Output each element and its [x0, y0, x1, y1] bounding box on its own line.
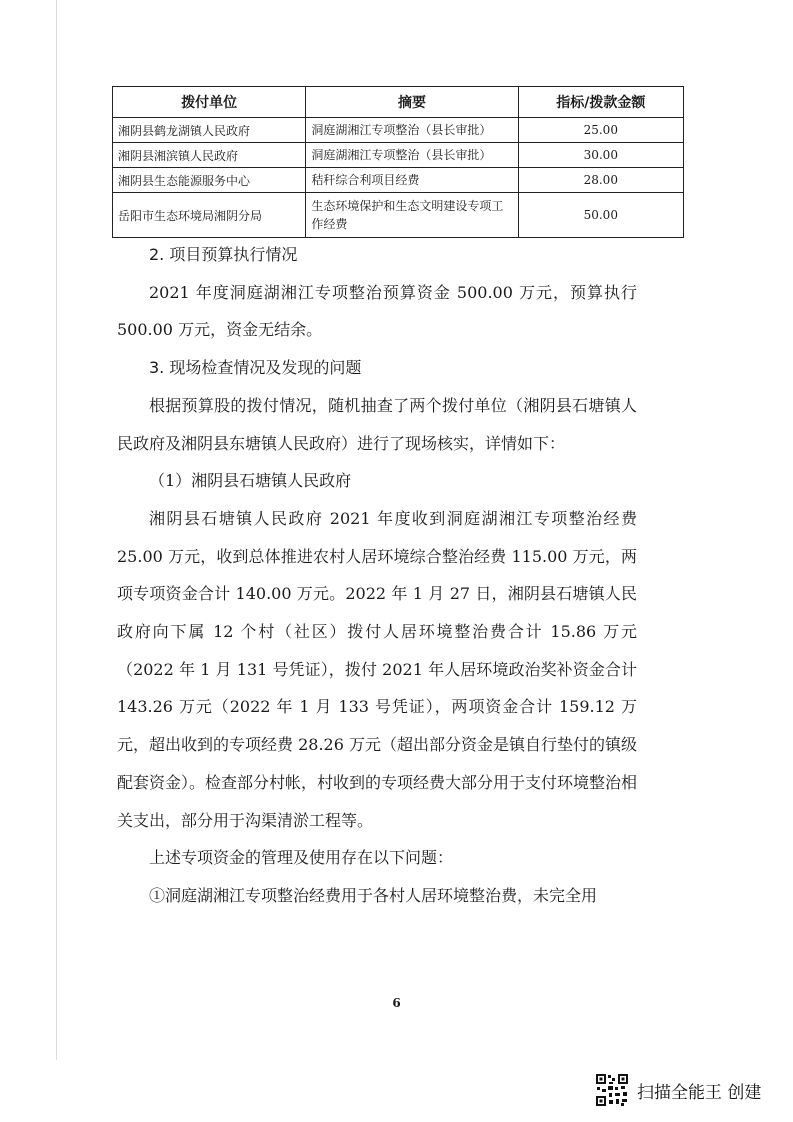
- cell-unit: 岳阳市生态环境局湘阴分局: [113, 193, 306, 238]
- header-amount: 指标/拨款金额: [518, 87, 683, 118]
- scanner-watermark: [595, 1070, 761, 1110]
- paragraph: 上述专项资金的管理及使用存在以下问题：: [149, 848, 454, 868]
- page-edge-line: [56, 0, 57, 1060]
- watermark-text: 扫描全能王 创建: [637, 1082, 762, 1103]
- cell-summary: 秸秆综合利项目经费: [306, 168, 518, 193]
- table-row: [113, 118, 684, 143]
- paragraph: 根据预算股的拨付情况，随机抽查了两个拨付单位（湘阴县石塘镇人民政府及湘阴县东塘镇人民政府）进行了现场核实，详情如下：: [117, 395, 637, 453]
- header-unit: 拨付单位: [113, 87, 306, 118]
- paragraph: ①洞庭湖湘江专项整治经费用于各村人居环境整治费，未完全用: [149, 885, 598, 905]
- cell-summary: 洞庭湖湘江专项整治（县长审批）: [306, 143, 518, 168]
- cell-summary: 生态环境保护和生态文明建设专项工作经费: [306, 193, 518, 238]
- subsection-heading: （1）湘阴县石塘镇人民政府: [149, 471, 352, 491]
- section-heading: 3. 现场检查情况及发现的问题: [149, 358, 362, 378]
- table-row: [113, 143, 684, 168]
- body-text: [117, 236, 637, 915]
- header-summary: 摘要: [306, 87, 518, 118]
- section-heading: 2. 项目预算执行情况: [149, 245, 298, 264]
- cell-unit: 湘阴县鹤龙湖镇人民政府: [113, 118, 306, 143]
- table-row: [113, 193, 684, 238]
- cell-unit: 湘阴县生态能源服务中心: [113, 168, 306, 193]
- page-number: 6: [392, 996, 401, 1010]
- table-row: [113, 168, 684, 193]
- paragraph: 湘阴县石塘镇人民政府 2021 年度收到洞庭湖湘江专项整治经费 25.00 万元，收到总体推进农村人居环境综合整治经费 115.00 万元，两项专项资金合计 140.00 万元。2022 年 1 月 27 日，湘阴县石塘镇人民政府向下属 12 个村（社区）拨付人居环境整治费合计 15.86 万元（2022 年 1 月 131 号凭证），拨付 2021 年人居环境政治奖补资金合计 143.26 万元（2022 年 1 月 133 号凭证），两项资金合计 159.12 万元，超出收到的专项经费 28.26 万元（超出部分资金是镇自行垫付的镇级配套资金）。检查部分村帐，村收到的专项经费大部分用于支付环境整治相关支出，部分用于沟渠清淤工程等。: [117, 508, 638, 830]
- cell-amount: 50.00: [518, 193, 683, 238]
- cell-amount: 30.00: [518, 143, 683, 168]
- allocation-table: [112, 86, 684, 238]
- cell-summary: 洞庭湖湘江专项整治（县长审批）: [306, 118, 518, 143]
- table-header-row: [113, 87, 684, 118]
- cell-unit: 湘阴县湘滨镇人民政府: [113, 143, 306, 168]
- cell-amount: 28.00: [518, 168, 683, 193]
- cell-amount: 25.00: [518, 118, 683, 143]
- paragraph: 2021 年度洞庭湖湘江专项整治预算资金 500.00 万元，预算执行 500.00 万元，资金无结余。: [117, 282, 637, 340]
- qr-code-icon: [595, 1073, 629, 1107]
